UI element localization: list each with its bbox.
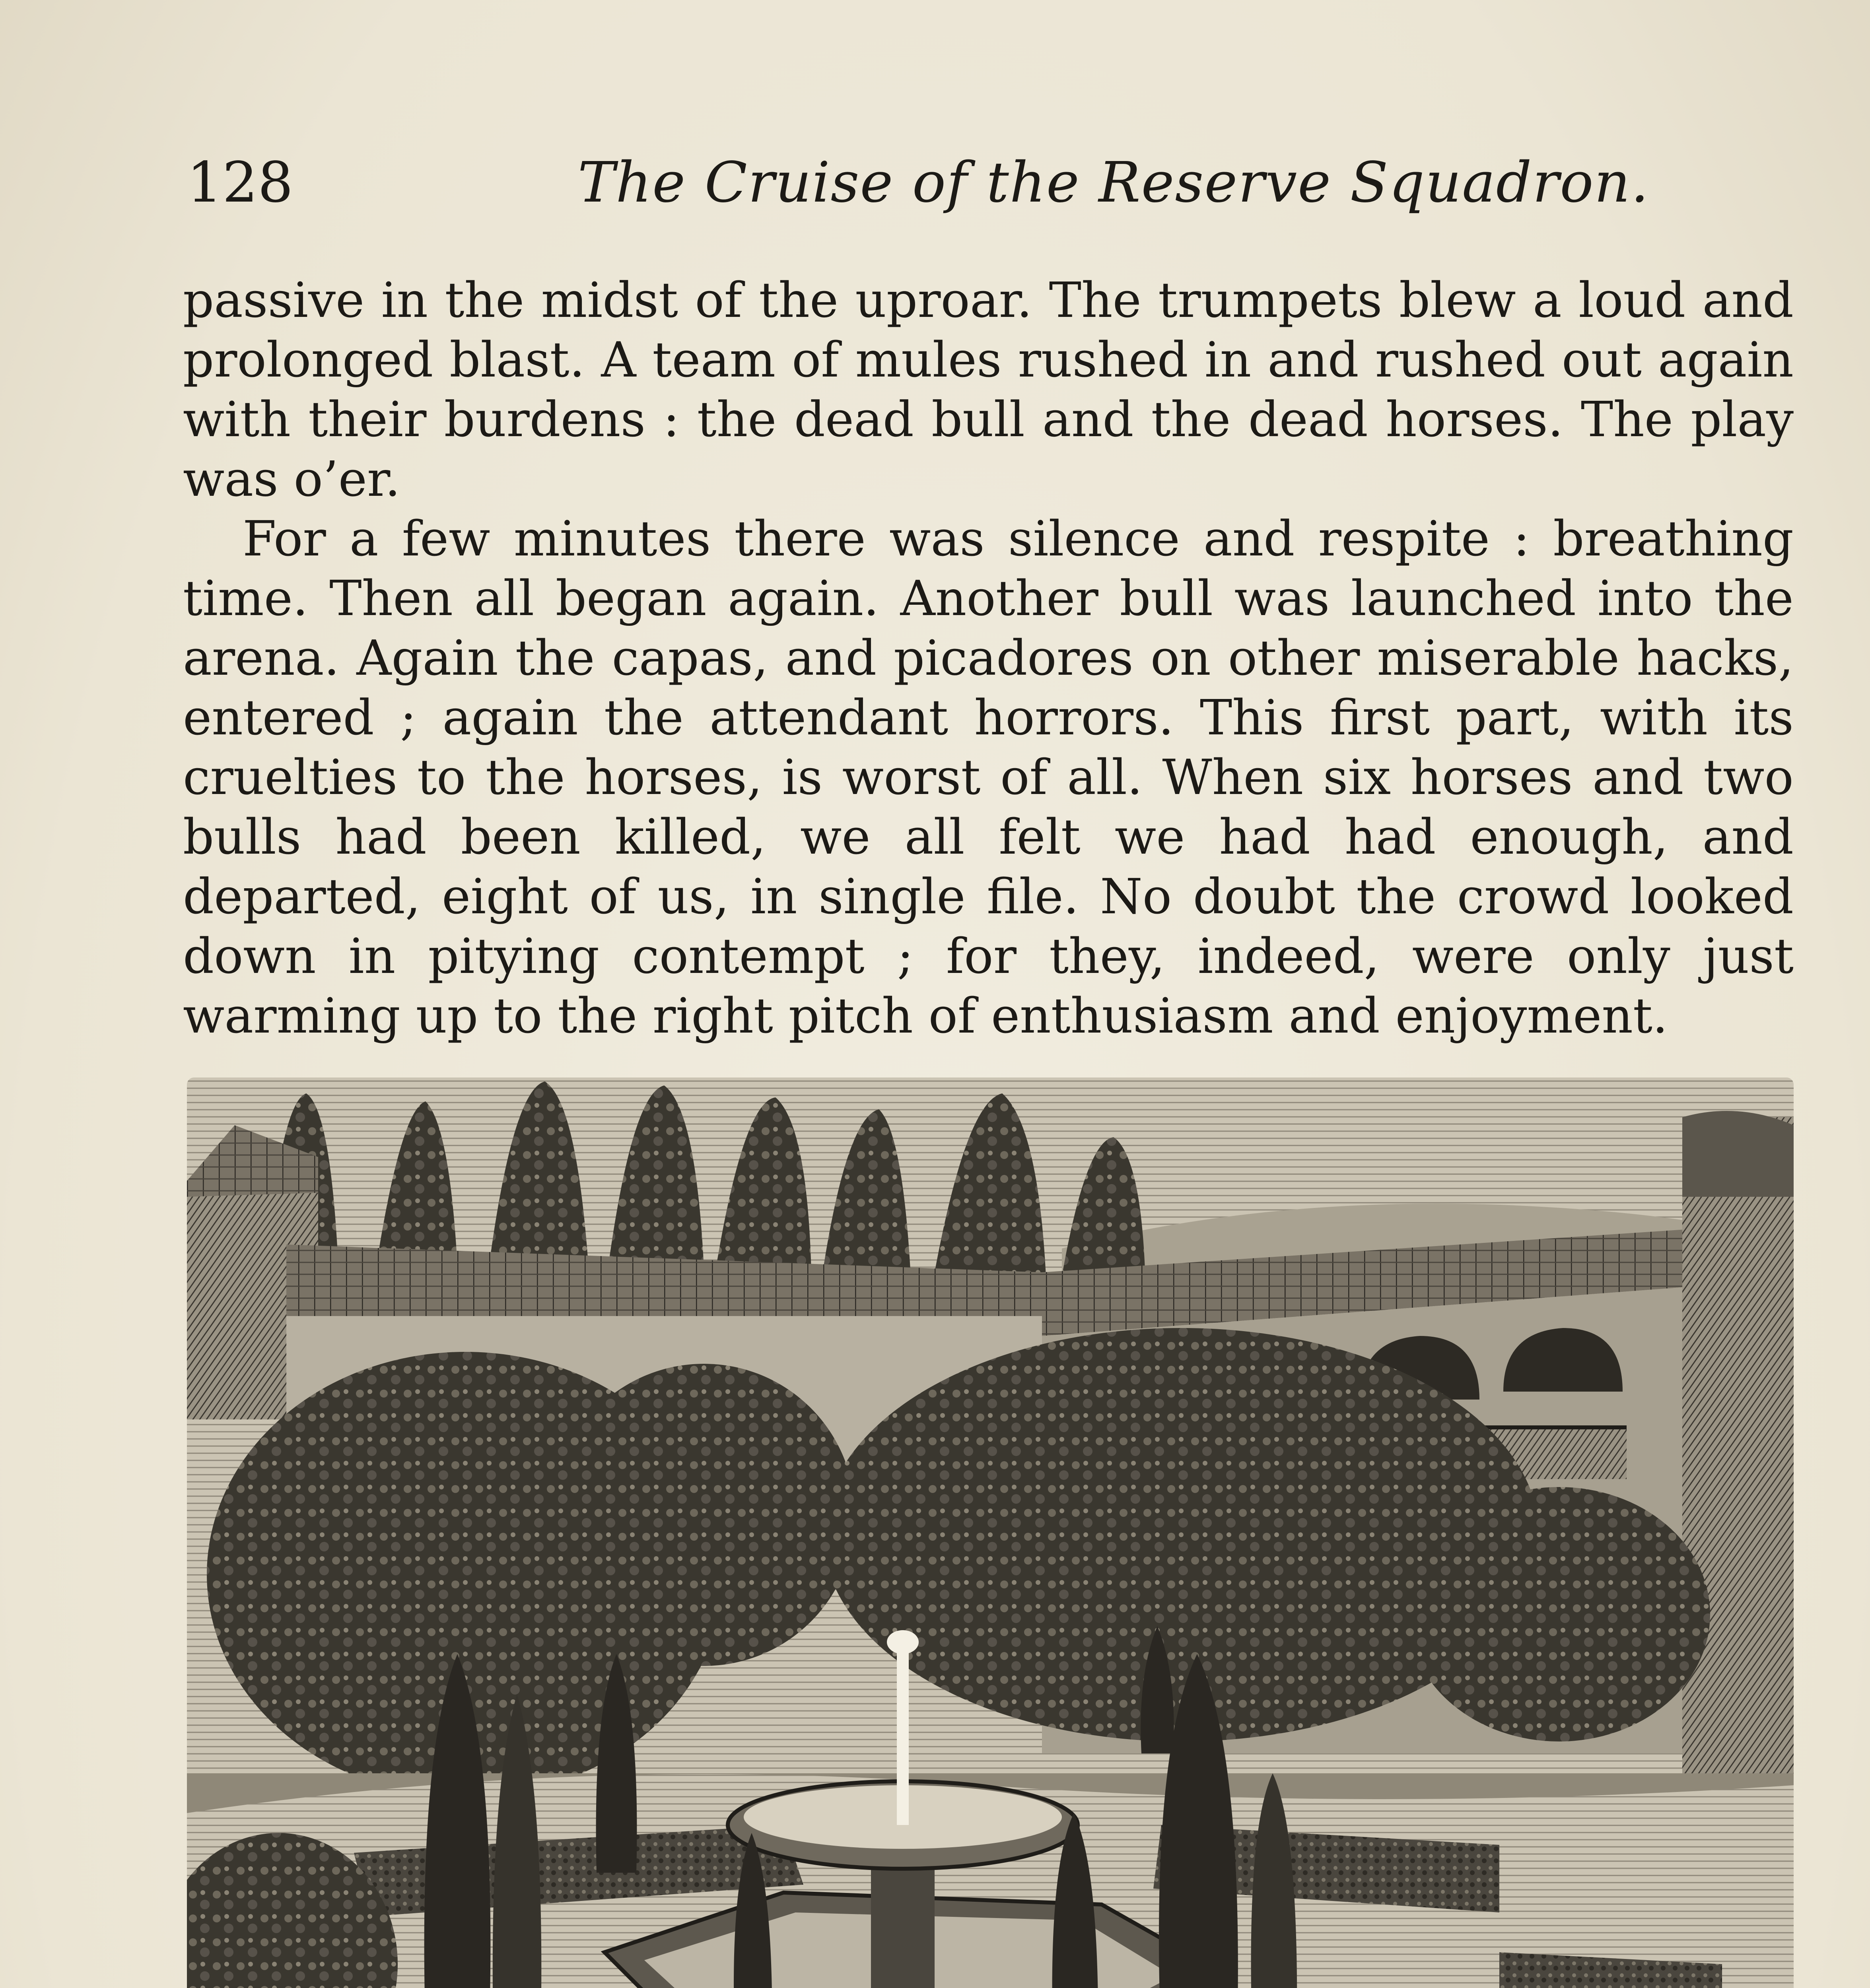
page-header	[187, 143, 1798, 223]
paragraph: passive in the midst of the uproar. The trumpets blew a loud and prolonged blast. A team of mules rushed in and rushed out again with their burdens : the dead bull and the dead horses. The play was o’er.	[183, 272, 1794, 507]
page-number: 128	[187, 150, 294, 215]
engraving-garden-of-lindaraja	[187, 1077, 1794, 1988]
paragraph: For a few minutes there was silence and respite : breathing time. Then all began again. Another bull was launched into the arena. Again the capas, and picadores on other miserable hacks, entered ; again the attendant horrors. This first part, with its cruelties to the horses, is worst of all. When six horses and two bulls had been killed, we all felt we had had enough, and departed, eight of us, in single file. No doubt the crowd looked down in pitying contempt ; for they, indeed, were only just warming up to the right pitch of enthusiasm and enjoyment.	[183, 511, 1794, 1044]
running-title: The Cruise of the Reserve Squadron.	[577, 150, 1650, 215]
body-text-top	[183, 270, 1794, 1046]
engraving-image	[187, 1077, 1794, 1988]
